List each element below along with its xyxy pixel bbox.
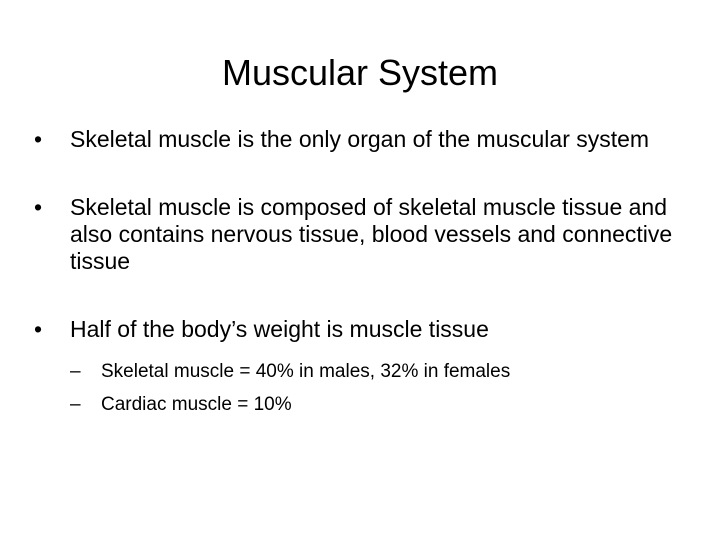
sub-bullet-cardiac bbox=[70, 392, 674, 418]
sub-bullet-list bbox=[70, 359, 674, 418]
sub-bullet-text: Skeletal muscle = 40% in males, 32% in females bbox=[101, 361, 511, 382]
bullet-marker: • bbox=[34, 316, 43, 342]
sub-bullet-marker: – bbox=[70, 361, 81, 382]
bullet-text: Skeletal muscle is composed of skeletal muscle tissue and also contains nervous tissue, blood vessels and connective tissue bbox=[70, 194, 673, 274]
bullet-marker: • bbox=[34, 194, 43, 220]
slide-title: Muscular System bbox=[221, 52, 499, 93]
sub-bullet-skeletal bbox=[70, 359, 674, 385]
bullet-item-composition bbox=[34, 194, 674, 275]
bullet-item-body-weight bbox=[34, 316, 674, 418]
bullet-item-sole-organ bbox=[34, 126, 674, 153]
sub-bullet-marker: – bbox=[70, 394, 81, 415]
bullet-text: Skeletal muscle is the only organ of the muscular system bbox=[70, 126, 650, 152]
bullet-marker: • bbox=[34, 126, 43, 152]
bullet-text: Half of the body’s weight is muscle tissue bbox=[70, 316, 489, 342]
bullet-list bbox=[34, 126, 674, 418]
sub-bullet-text: Cardiac muscle = 10% bbox=[101, 394, 292, 415]
